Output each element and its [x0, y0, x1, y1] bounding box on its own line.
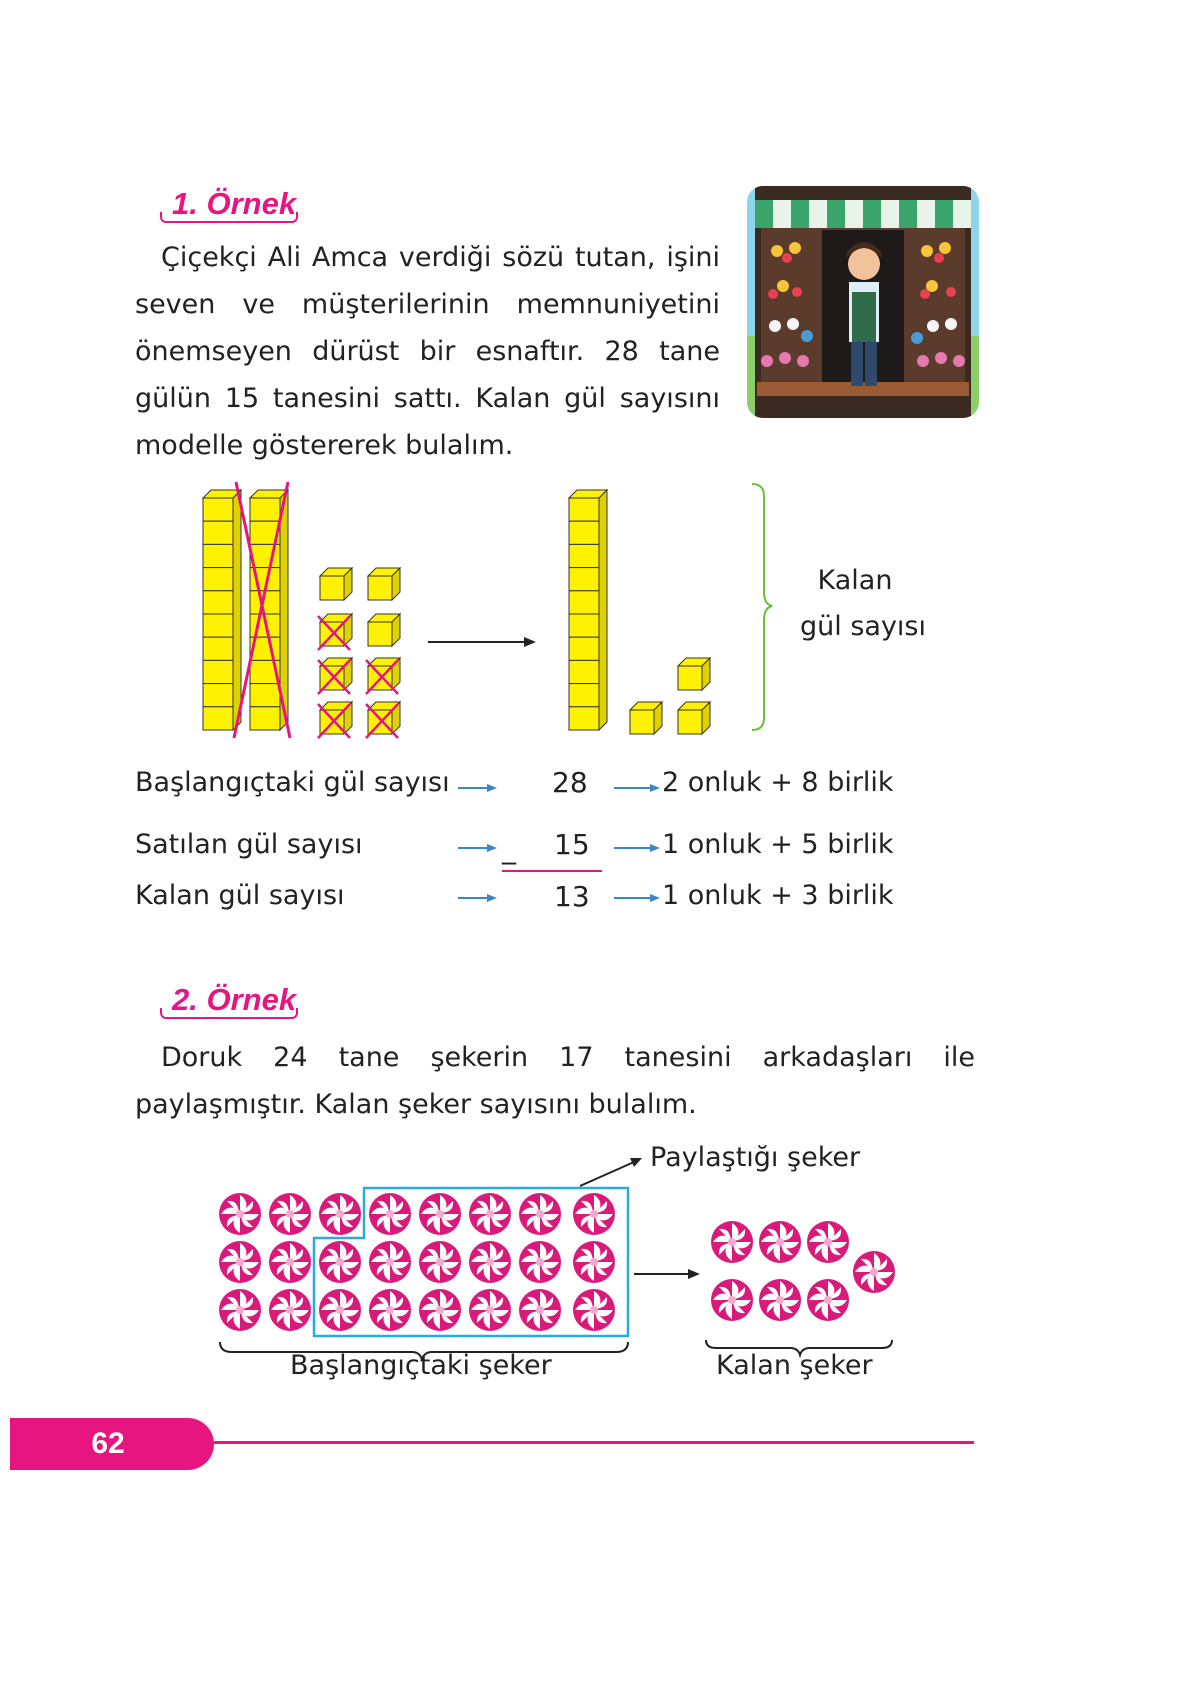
remaining-roses-label-line-1: Kalan	[817, 565, 893, 596]
row-label-remaining: Kalan gül sayısı	[135, 880, 345, 911]
row-value-sold: 15	[554, 828, 590, 861]
candy	[419, 1193, 461, 1235]
candy	[319, 1289, 361, 1331]
remaining-candy	[711, 1221, 753, 1263]
candy	[519, 1193, 561, 1235]
example-2-heading: 2. Örnek	[172, 982, 297, 1017]
candy	[369, 1241, 411, 1283]
minus-sign: _	[502, 832, 516, 865]
remaining-candy	[759, 1221, 801, 1263]
candy	[469, 1241, 511, 1283]
candy	[573, 1193, 615, 1235]
candy	[219, 1193, 261, 1235]
candy	[219, 1241, 261, 1283]
remaining-candy	[807, 1221, 849, 1263]
candy	[519, 1241, 561, 1283]
remaining-candy	[759, 1279, 801, 1321]
row-value-remaining: 13	[554, 880, 590, 913]
example-1-text: Çiçekçi Ali Amca verdiği sözü tutan, işini seven ve müşterilerinin memnuniyetini önemseyen dürüst bir esnaftır. 28 tane gülün 15 tanesini sattı. Kalan gül sayısını modelle göstererek bulalım.	[135, 242, 720, 461]
remaining-roses-label-line-2: gül sayısı	[800, 611, 926, 642]
shared-candy-label: Paylaştığı şeker	[650, 1142, 861, 1173]
candy	[573, 1289, 615, 1331]
candy	[269, 1193, 311, 1235]
row-decomposition-sold: 1 onluk + 5 birlik	[662, 829, 894, 860]
page-number: 62	[91, 1427, 125, 1460]
candy	[469, 1193, 511, 1235]
candy	[269, 1289, 311, 1331]
example-2-text: Doruk 24 tane şekerin 17 tanesini arkadaşları ile paylaşmıştır. Kalan şeker sayısını bulalım.	[135, 1042, 975, 1120]
row-decomposition-start: 2 onluk + 8 birlik	[662, 767, 894, 798]
candy	[319, 1241, 361, 1283]
remaining-candy-label: Kalan şeker	[716, 1350, 873, 1381]
candy	[519, 1289, 561, 1331]
start-candy-label: Başlangıçtaki şeker	[290, 1350, 552, 1381]
candy	[369, 1289, 411, 1331]
candy	[319, 1193, 361, 1235]
remaining-candy	[807, 1279, 849, 1321]
row-decomposition-remaining: 1 onluk + 3 birlik	[662, 880, 894, 911]
example-1-heading: 1. Örnek	[172, 186, 297, 221]
footer-rule	[214, 1441, 974, 1444]
remaining-candy	[853, 1251, 895, 1293]
remaining-candy	[711, 1279, 753, 1321]
row-label-sold: Satılan gül sayısı	[135, 829, 363, 860]
row-label-start: Başlangıçtaki gül sayısı	[135, 767, 450, 798]
candy	[469, 1289, 511, 1331]
candy	[219, 1289, 261, 1331]
candy	[369, 1193, 411, 1235]
candy	[573, 1241, 615, 1283]
candy	[419, 1289, 461, 1331]
row-value-start: 28	[552, 766, 588, 799]
candy	[269, 1241, 311, 1283]
candy	[419, 1241, 461, 1283]
